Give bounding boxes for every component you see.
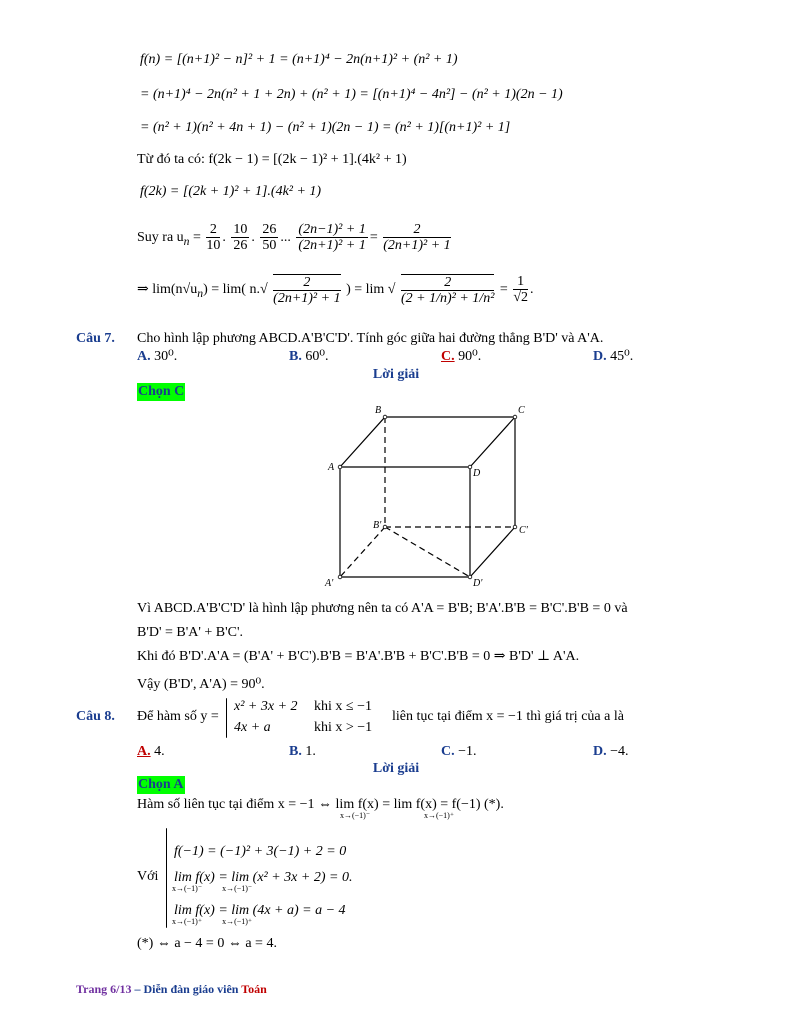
fraction-sqrt-2: $\frac{2}{\text{(2 + 1/n)² + 1/n²}}$ [401,274,495,306]
equation-line-5: f(2k) = [(2k + 1)² + 1].(4k² + 1) [140,184,322,199]
q8-conclusion: (*) ⇔ a − 4 = 0 ⇔ a = 4. [137,936,277,951]
footer-page-number: Trang 6/13 [76,982,132,996]
q8-limit-sub-right: x→(−1)⁺ [424,811,455,820]
q8-text-post: liên tục tại điểm x = −1 thì giá trị của a là [392,709,624,724]
equation-line-3: = (n² + 1)(n² + 4n + 1) − (n² + 1)(2n − 1) = (n² + 1)[(n+1)² + 1] [140,120,511,135]
vertex-label-a-prime: A' [325,578,334,589]
equation-line-2: = (n+1)⁴ − 2n(n² + 1 + 2n) + (n² + 1) = [(n+1)⁴ − 4n²] − (n² + 1)(2n − 1) [140,87,563,102]
fraction-5: $\frac{2}{\text{(2n+1)² + 1}}$ [383,222,451,254]
equation-line-7: ⇒ $\lim(n√u_n) = \lim$( n.√ $\frac{2}{\text{(2n+1)² + 1}}$ ) = lim √ $\frac{2}{\text{(2 + 1/n)² + 1/n²}}$ = $\frac{1}{√2}$ . [137,274,534,306]
q8-case-1-cond: khi x ≤ −1 [314,699,372,714]
q8-solution-title: Lời giải [372,761,420,776]
footer-forum-text: – Diễn đàn giáo viên [131,982,242,996]
vertex-label-d: D [473,468,481,479]
q7-option-a[interactable]: A. 30⁰. [137,349,178,364]
q8-system-line-2: lim f(x) = lim (x² + 3x + 2) = 0. [174,870,353,885]
q7-solution-line-2: Khi đó B'D'.A'A = (B'A' + B'C').B'B = B'A'.B'B + B'C'.B'B = 0 ⇒ B'D' ⊥ A'A. [137,649,580,664]
q7-option-d[interactable]: D. 45⁰. [593,349,634,364]
fraction-3: $\frac{26}{50}$ [262,222,277,254]
q8-piecewise-brace [226,698,227,738]
equation-line-6: Suy ra $u_n$ = $\frac{2}{10}$ . $\frac{10}{26}$ . $\frac{26}{50}$ ... $\frac{\text{(2n−1)² + 1}}{\text{(2n+1)² + 1}}$ = $\frac{2}{\text{(2n+1)² + 1}}$ [137,222,451,254]
q8-choice-badge: Chọn A [138,777,184,792]
page-footer [76,980,267,998]
equation-line-4: Từ đó ta có: f(2k − 1) = [(2k − 1)² + 1].(4k² + 1) [137,152,407,167]
fraction-result: $\frac{1}{√2}$ [513,274,528,306]
fraction-1: $\frac{2}{10}$ [206,222,221,254]
q8-option-d[interactable]: D. −4. [593,744,629,759]
question-7-label: Câu 7. [76,331,115,346]
q7-option-b[interactable]: B. 60⁰. [289,349,329,364]
vertex-label-b-prime: B' [373,520,382,531]
q8-case-1: x² + 3x + 2 [234,699,298,714]
q8-text-pre: Để hàm số y = [137,709,219,724]
q8-system-line-3-sub: x→(−1)⁺ x→(−1)⁺ [172,917,253,926]
equals-sign: = [193,230,201,245]
q7-solution-title: Lời giải [372,367,420,382]
text-suy-ra: Suy ra u [137,230,184,245]
q8-with-label: Với [137,869,159,884]
question-8-label: Câu 8. [76,709,115,724]
vertex-label-c-prime: C' [519,525,528,536]
vertex-label-c: C [518,405,525,416]
q7-solution-line-3: Vậy (B'D', A'A) = 90⁰. [137,677,265,692]
footer-brand: Toán [241,982,267,996]
q8-solution-line-1: Hàm số liên tục tại điểm x = −1 ⇔ lim f(x) = lim f(x) = f(−1) (*). [137,797,504,812]
subscript-n: n [183,234,190,248]
q8-case-2: 4x + a [234,720,271,735]
fraction-2: $\frac{10}{26}$ [233,222,248,254]
q7-solution-line-1b: B'D' = B'A' + B'C'. [137,625,243,640]
q7-solution-line-1a: Vì ABCD.A'B'C'D' là hình lập phương nên ta có A'A = B'B; B'A'.B'B = B'C'.B'B = 0 và [137,601,628,616]
q8-system-line-3: lim f(x) = lim (4x + a) = a − 4 [174,903,346,918]
q8-system-brace [166,828,167,928]
question-7-text: Cho hình lập phương ABCD.A'B'C'D'. Tính góc giữa hai đường thẳng B'D' và A'A. [137,331,604,346]
q8-system-line-2-sub: x→(−1)⁻ x→(−1)⁻ [172,884,253,893]
fraction-sqrt-1: $\frac{2}{\text{(2n+1)² + 1}}$ [273,274,341,306]
vertex-label-b: B [375,405,382,416]
q8-option-b[interactable]: B. 1. [289,744,316,759]
equation-line-1: f(n) = [(n+1)² − n]² + 1 = (n+1)⁴ − 2n(n+1)² + (n² + 1) [140,52,458,67]
q8-option-a[interactable]: A. 4. [137,744,165,759]
q8-option-c[interactable]: C. −1. [441,744,477,759]
vertex-label-a: A [328,462,335,473]
q8-case-2-cond: khi x > −1 [314,720,373,735]
q7-option-c[interactable]: C. 90⁰. [441,349,482,364]
fraction-4: $\frac{\text{(2n−1)² + 1}}{\text{(2n+1)² + 1}}$ [298,222,366,254]
q8-system-line-1: f(−1) = (−1)² + 3(−1) + 2 = 0 [174,844,347,859]
q8-limit-sub-left: x→(−1)⁻ [340,811,371,820]
vertex-label-d-prime: D' [473,578,483,589]
cube-figure [320,400,540,590]
q7-choice-badge: Chọn C [138,384,185,399]
